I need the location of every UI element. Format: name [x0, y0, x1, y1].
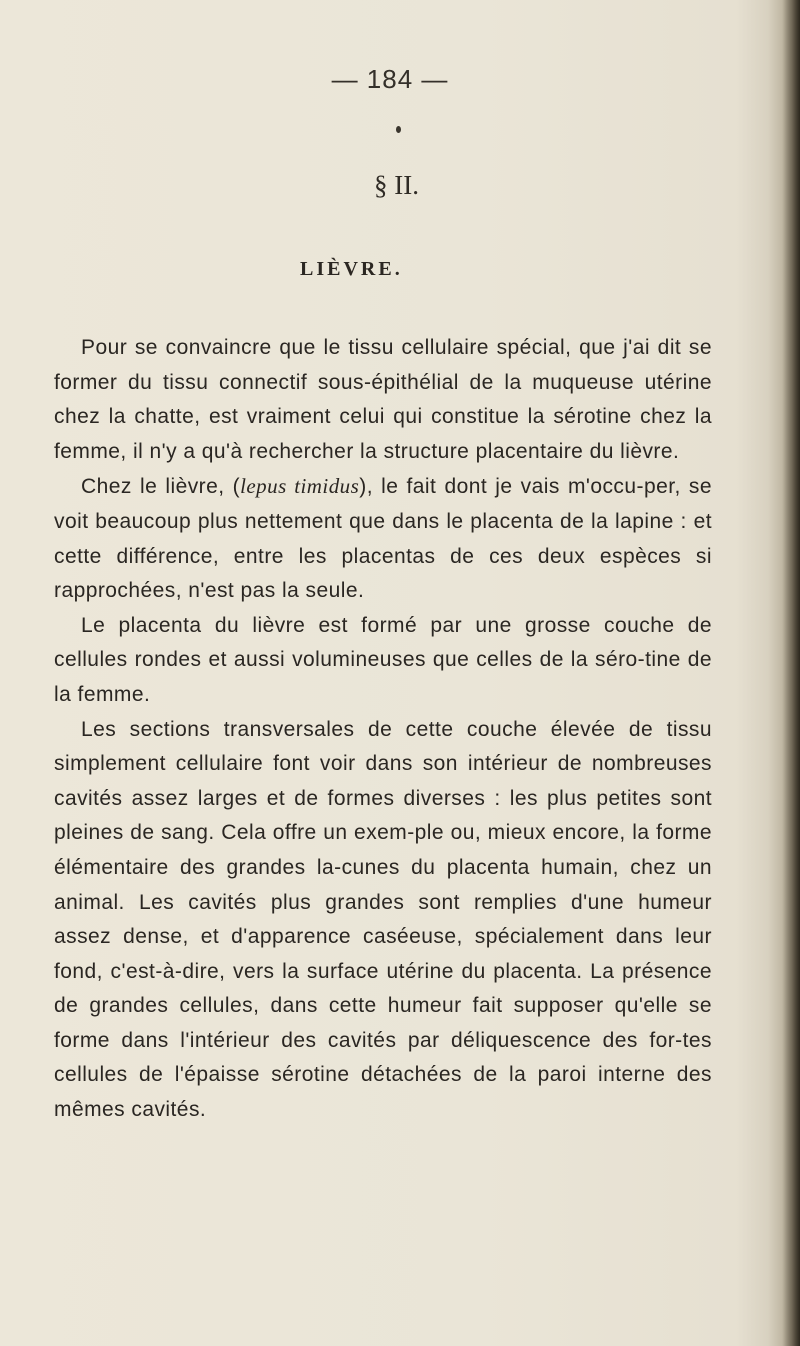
- section-heading: § II.: [374, 170, 419, 200]
- ink-speck: [396, 126, 401, 133]
- page-number: — 184 —: [331, 64, 449, 94]
- page-edge-shadow: [782, 0, 800, 1346]
- paragraph-1: Pour se convaincre que le tissu cellulaire spécial, que j'ai dit se former du tissu connectif sous-épithélial de la muqueuse utérine chez la chatte, est vraiment celui qui constitue la sérotine chez la femme, il n'y a qu'à rechercher la structure placentaire du lièvre.: [54, 336, 712, 463]
- latin-species-name: lepus timidus: [240, 474, 360, 499]
- section-title: LIÈVRE.: [300, 258, 403, 280]
- paragraph-2-start: Chez le lièvre, (: [81, 475, 241, 499]
- paragraph-3: Le placenta du lièvre est formé par une grosse couche de cellules rondes et aussi volumineuses que celles de la séro-tine de la femme.: [54, 613, 712, 706]
- paragraph-4: Les sections transversales de cette couche élevée de tissu simplement cellulaire font voir dans son intérieur de nombreuses cavités assez larges et de formes diverses : les plus petites sont pleines de sang. Cela offre un exem-ple ou, mieux encore, la forme élémentaire des grandes la-cunes du placenta humain, chez un animal. Les cavités plus grandes sont remplies d'une humeur assez dense, et d'apparence caséeuse, spécialement dans leur fond, c'est-à-dire, vers la surface utérine du placenta. La présence de grandes cellules, dans cette humeur fait supposer qu'elle se forme dans l'intérieur des cavités par déliquescence des for-tes cellules de l'épaisse sérotine détachées de la paroi interne des mêmes cavités.: [54, 717, 712, 1122]
- paragraph-2-end: ), le fait dont je vais m'occu-per, se voit beaucoup plus nettement que dans le placenta de la lapine : et cette différence, entre les placentas de ces deux espèces si rapprochées, n'est pas la seule.: [54, 475, 712, 603]
- paragraph-2: [54, 469, 712, 608]
- body-text: [54, 331, 712, 1128]
